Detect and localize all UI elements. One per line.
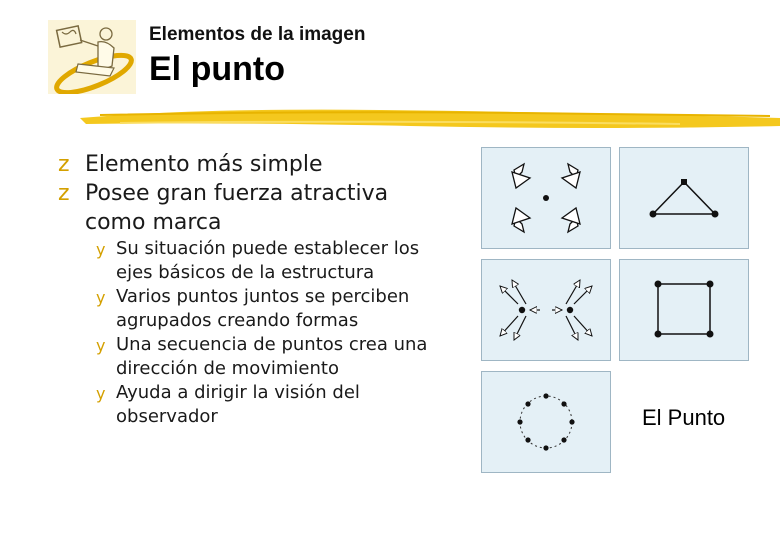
bullet-text: dirección de movimiento [116,358,339,379]
z-bullet-icon: z [58,152,70,177]
bullet-continuation [58,208,468,237]
y-bullet-icon: y [96,384,106,403]
slide-subtitle: Elementos de la imagen [149,24,366,45]
y-bullet-icon: y [96,288,106,307]
bullet-level2 [58,237,468,261]
y-bullet-icon: y [96,336,106,355]
bullet-text: Elemento más simple [85,152,323,177]
bullet-level1 [58,150,468,179]
bullet-text: Su situación puede establecer los [116,238,420,259]
bullet-list [58,150,468,429]
slide-title: El punto [149,50,285,88]
z-bullet-icon: z [58,181,70,206]
bullet-text: como marca [85,210,222,235]
bullet-continuation [58,261,468,285]
bullet-text: observador [116,406,218,427]
y-bullet-icon: y [96,240,106,259]
bullet-continuation [58,309,468,333]
bullet-text: Posee gran fuerza atractiva [85,181,389,206]
bullet-text: agrupados creando formas [116,310,359,331]
panel-dots-outward-arrows [481,259,611,361]
panel-square-dots [619,259,749,361]
bullet-level2 [58,285,468,309]
bullet-text: Ayuda a dirigir la visión del [116,382,360,403]
bullet-level1 [58,179,468,208]
figure-caption: El Punto [642,405,726,430]
panel-dot-inward-arrows [481,147,611,249]
brush-stroke-divider [80,104,780,134]
bullet-continuation [58,405,468,429]
bullet-text: Varios puntos juntos se perciben [116,286,410,307]
bullet-text: ejes básicos de la estructura [116,262,375,283]
bullet-level2 [58,333,468,357]
bullet-continuation [58,357,468,381]
presenter-logo-icon [48,20,136,94]
bullet-level2 [58,381,468,405]
bullet-text: Una secuencia de puntos crea una [116,334,428,355]
panel-circle-dots [481,371,611,473]
panel-triangle-dots [619,147,749,249]
